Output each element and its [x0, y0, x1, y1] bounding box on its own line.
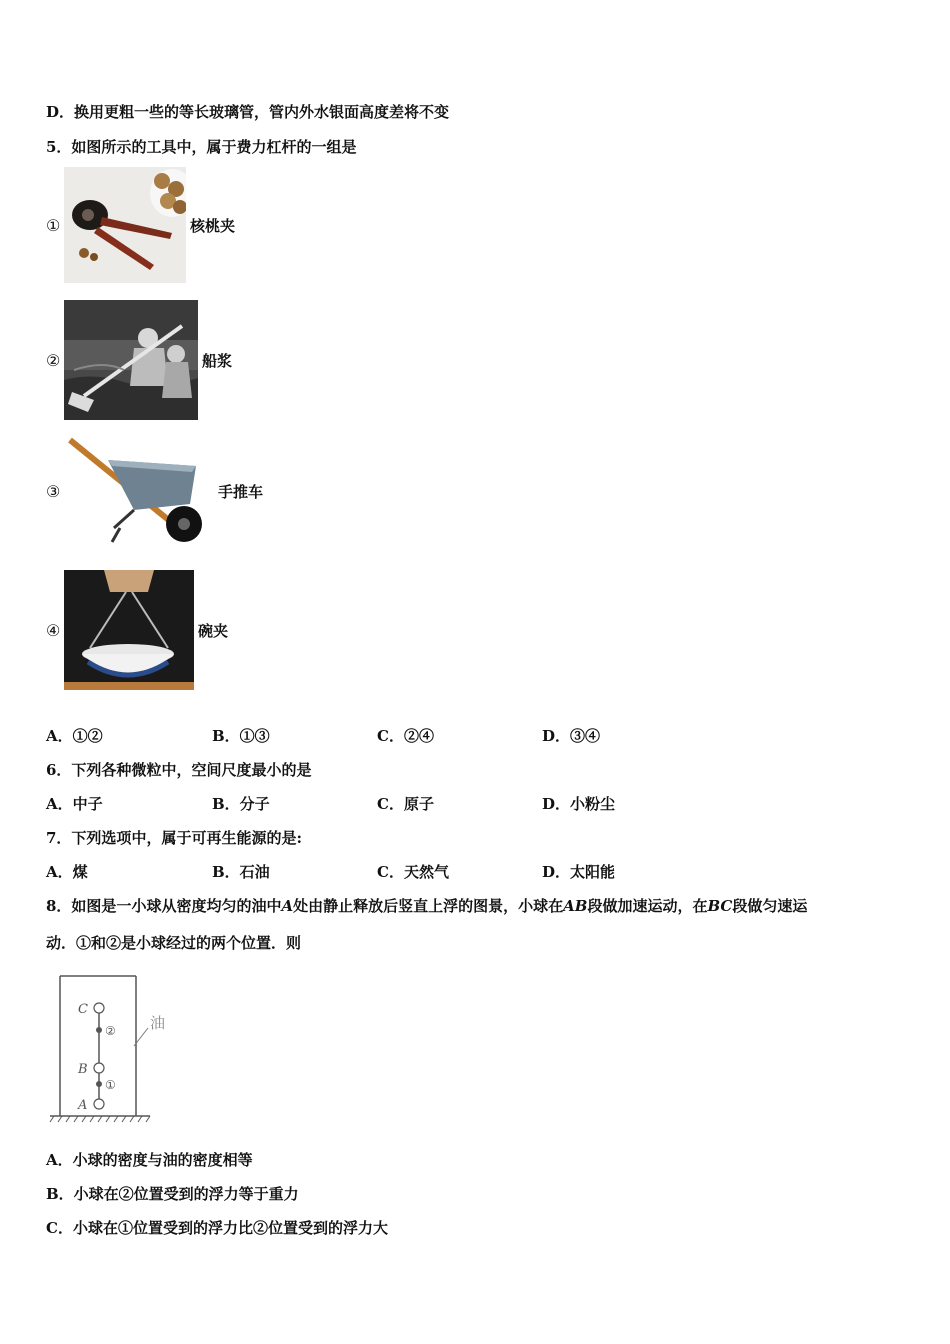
q5-option-a: A．①② — [46, 727, 103, 745]
q5-item-2-number: ② — [46, 350, 61, 370]
wheelbarrow-image — [64, 432, 206, 550]
label-oil: 油 — [150, 1014, 166, 1032]
boat-oar-image — [64, 300, 198, 420]
q8-option-b: B．小球在②位置受到的浮力等于重力 — [46, 1185, 299, 1203]
q5-item-1 — [46, 167, 235, 283]
q7-option-c: C．天然气 — [377, 863, 449, 881]
q5-item-1-label: 核桃夹 — [190, 216, 236, 235]
q5-item-4-number: ④ — [46, 620, 61, 640]
q5-item-4-label: 碗夹 — [198, 621, 229, 640]
q6-stem: 6．下列各种微粒中，空间尺度最小的是 — [46, 761, 312, 779]
q8-stem-part-a: 8．如图是一小球从密度均匀的油中 — [46, 897, 282, 915]
q8-stem-part-d: 段做匀速运 — [732, 897, 808, 915]
q8-stem-segment-ab: AB — [563, 897, 588, 915]
q6-option-d: D．小粉尘 — [542, 795, 616, 813]
q7-option-b: B．石油 — [212, 863, 270, 881]
q8-stem-point-a: A — [281, 897, 294, 915]
q8-stem-part-b: 处由静止释放后竖直上浮的图景，小球在 — [293, 897, 564, 915]
q8-stem-part-c: 段做加速运动，在 — [587, 897, 708, 915]
label-c: C — [78, 1002, 88, 1017]
q7-stem: 7．下列选项中，属于可再生能源的是: — [46, 829, 302, 847]
ball-position-b — [94, 1063, 104, 1073]
q5-item-1-number: ① — [46, 215, 61, 235]
q7-option-a: A．煤 — [46, 863, 88, 881]
oil-tube-diagram — [46, 970, 176, 1130]
walnut-cracker-image — [64, 167, 186, 283]
q5-option-b: B．①③ — [212, 727, 270, 745]
q7-option-d: D．太阳能 — [542, 863, 616, 881]
q5-option-c: C．②④ — [377, 727, 434, 745]
q4-option-d: D．换用更粗一些的等长玻璃管，管内外水银面高度差将不变 — [46, 103, 450, 121]
ball-position-2-dot — [96, 1027, 102, 1033]
q6-option-c: C．原子 — [377, 795, 434, 813]
ball-position-a — [94, 1099, 104, 1109]
ball-position-c — [94, 1003, 104, 1013]
bowl-clamp-image — [64, 570, 194, 690]
ball-position-1-dot — [96, 1081, 102, 1087]
q5-item-3 — [46, 432, 263, 550]
q8-stem-segment-bc: BC — [707, 897, 733, 915]
label-b: B — [78, 1062, 88, 1077]
q5-item-3-number: ③ — [46, 481, 61, 501]
q6-option-a: A．中子 — [46, 795, 103, 813]
label-position-1: ① — [105, 1078, 116, 1092]
q8-stem-line2: 动．①和②是小球经过的两个位置．则 — [46, 934, 302, 952]
q5-item-2-label: 船浆 — [202, 351, 233, 370]
q5-option-d: D．③④ — [542, 727, 601, 745]
q6-option-b: B．分子 — [212, 795, 270, 813]
q5-item-2 — [46, 300, 232, 420]
q5-item-3-label: 手推车 — [218, 482, 264, 501]
q8-option-c: C．小球在①位置受到的浮力比②位置受到的浮力大 — [46, 1219, 388, 1237]
q5-item-4 — [46, 570, 228, 690]
q8-option-a: A．小球的密度与油的密度相等 — [46, 1151, 253, 1169]
q8-stem-line1 — [46, 896, 807, 916]
label-a: A — [78, 1098, 88, 1113]
label-position-2: ② — [105, 1024, 116, 1038]
q5-stem: 5．如图所示的工具中，属于费力杠杆的一组是 — [46, 138, 357, 156]
